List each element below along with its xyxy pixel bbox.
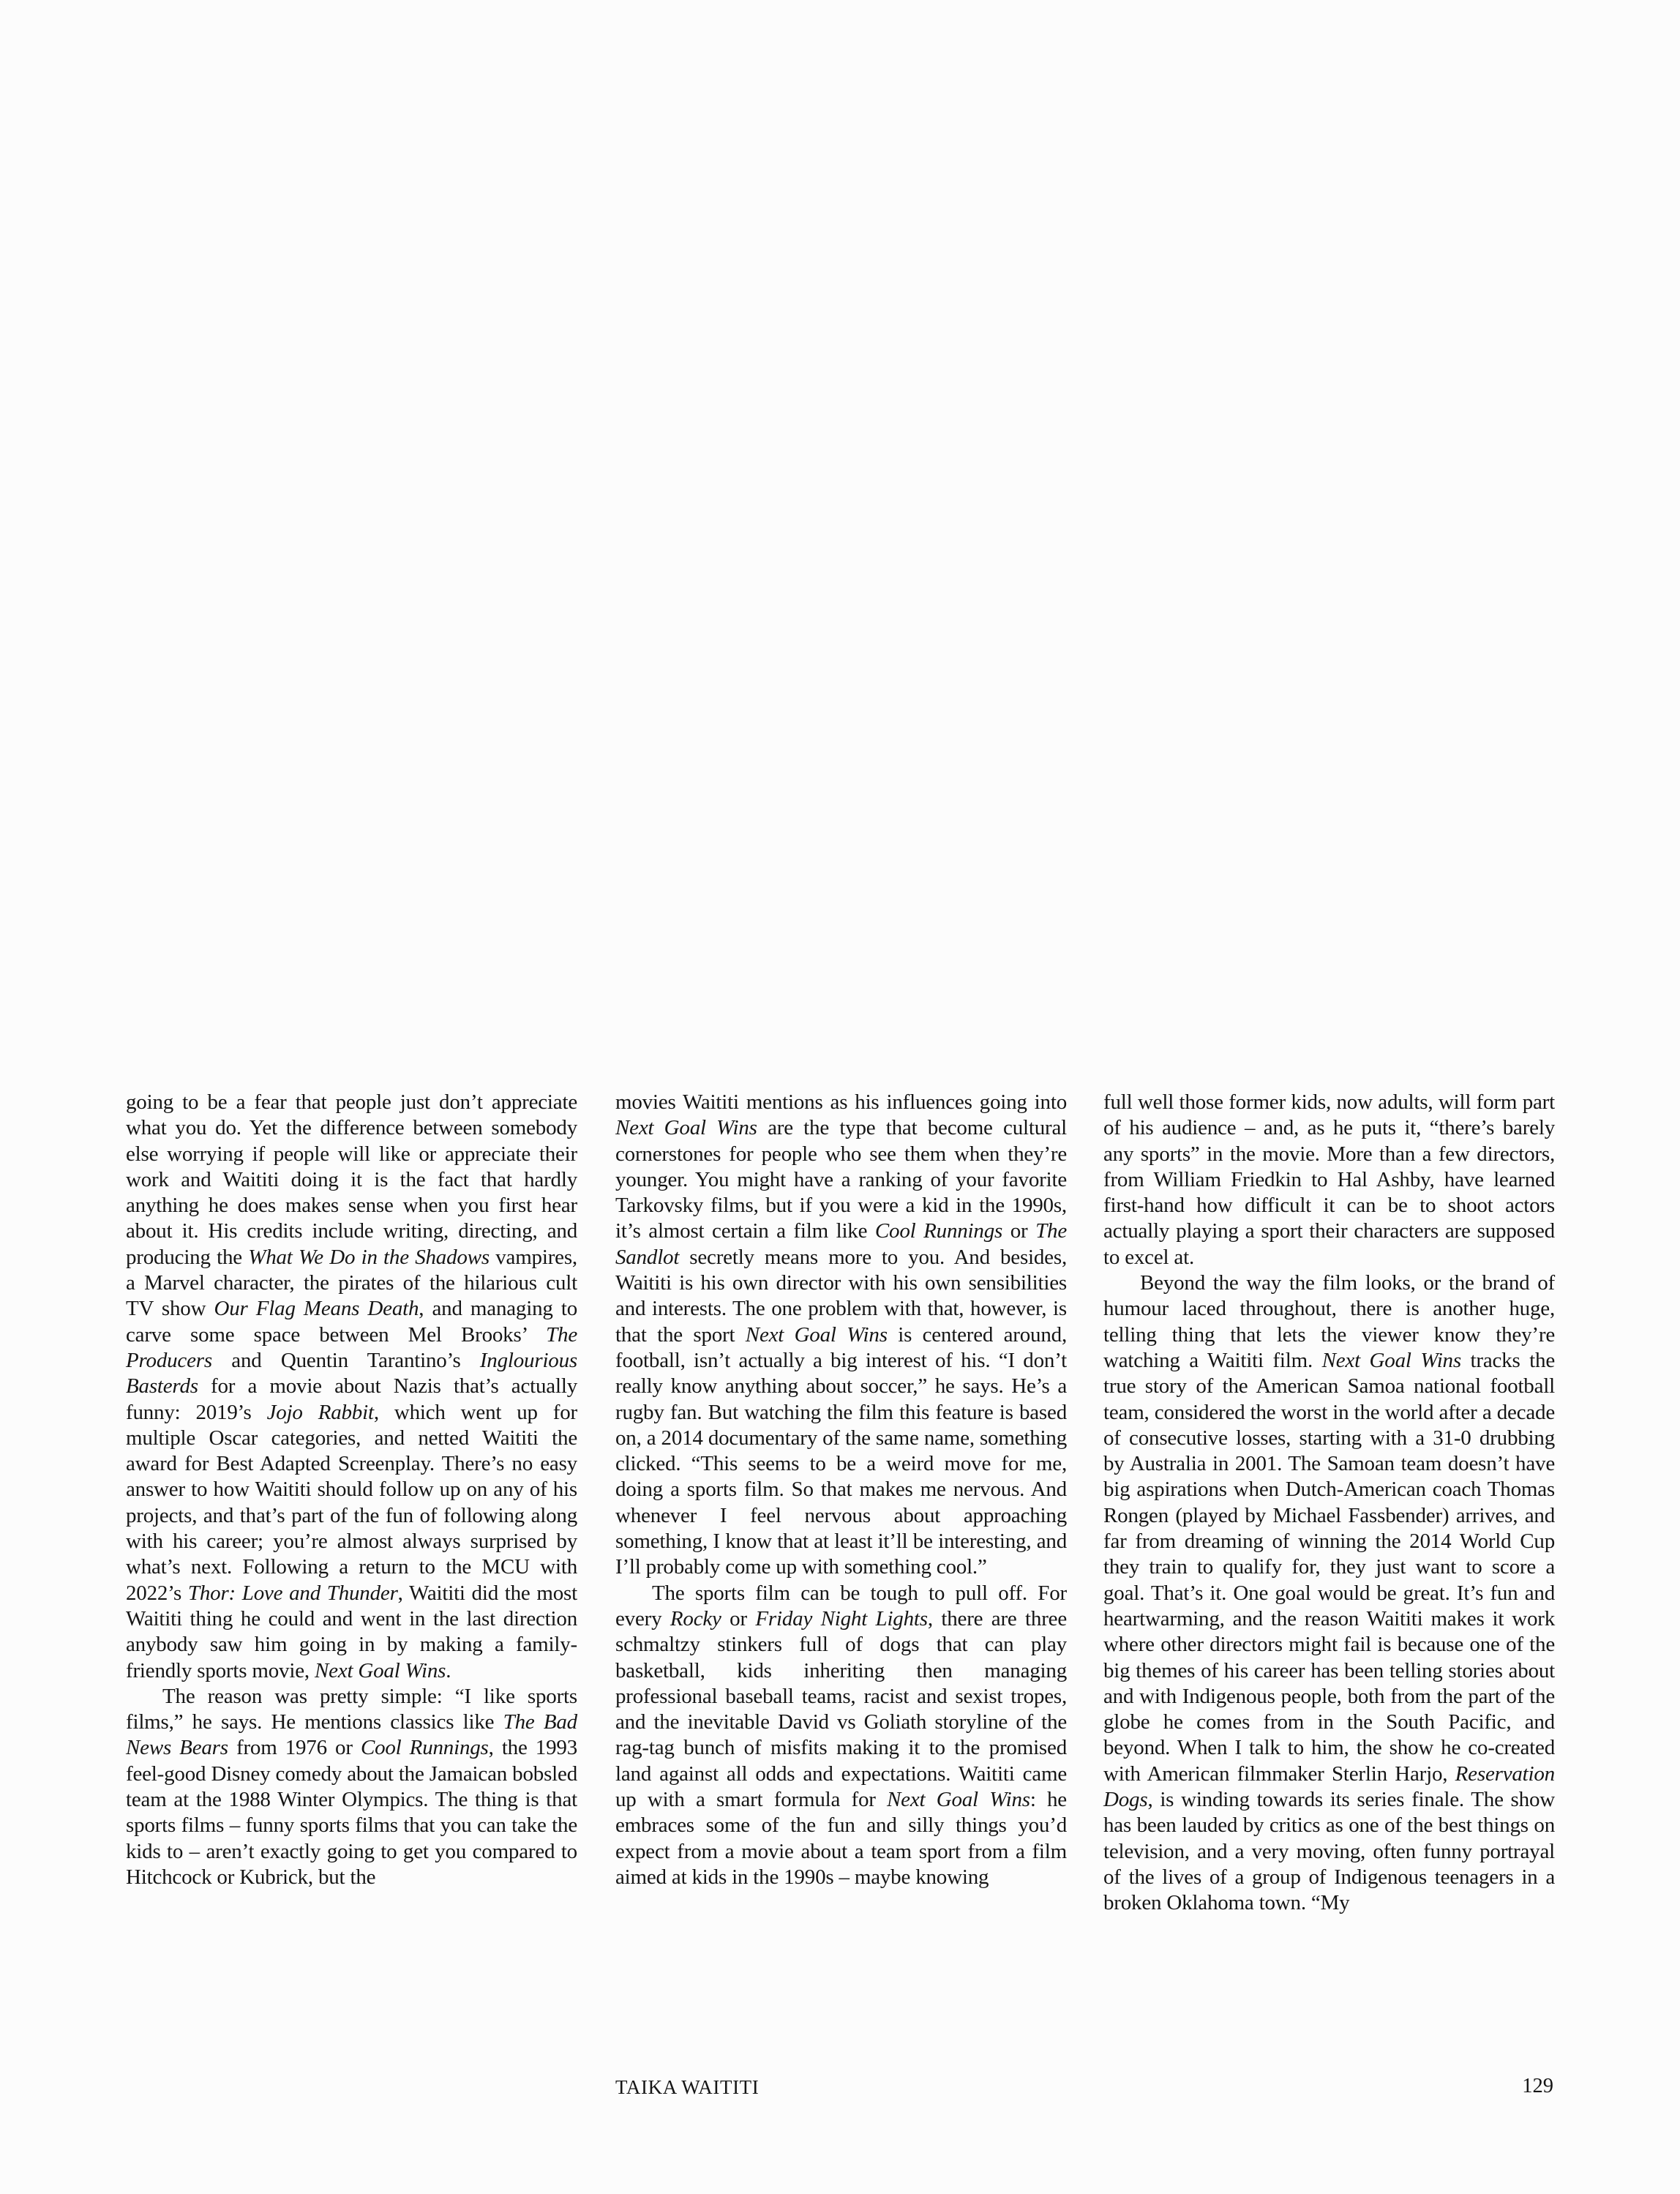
italic-text-segment: The Bad News Bears [126, 1710, 577, 1760]
text-segment: . [446, 1658, 451, 1682]
italic-text-segment: The Sandlot [615, 1219, 1068, 1269]
italic-text-segment: Cool Runnings [360, 1736, 489, 1760]
italic-text-segment: What We Do in the Shadows [248, 1245, 490, 1269]
text-segment: is centered around, football, isn’t actually a big interest of his. “I don’t really know anything about soccer,” he says. He’s a rugby fan. But watching the film this feature is based on, a 2014 documentary of the same name, something clicked. “This seems to be a weird move for me, doing a sports film. So that makes me nervous. And whenever I feel nervous about approaching something, I know that at least it’ll be interesting, and I’ll probably come up with something cool.” [615, 1322, 1067, 1579]
text-segment: The sports film can be tough to pull off. For every [615, 1581, 1067, 1630]
italic-text-segment: Next Goal Wins [615, 1116, 757, 1140]
text-column-3 [1103, 1090, 1555, 1917]
italic-text-segment: Jojo Rabbit [266, 1400, 374, 1424]
italic-text-segment: Next Goal Wins [314, 1658, 446, 1682]
text-column-2 [615, 1090, 1067, 1890]
text-segment: secretly means more to you. And besides, Waititi is his own director with his own sensibilities and interests. The one problem with that, however, is that the sport [615, 1245, 1067, 1347]
paragraph-fragment [615, 1090, 1067, 1581]
text-segment: , is winding towards its series finale. The show has been lauded by critics as one of the best things on television, and a very moving, often funny portrayal of the lives of a group of Indigenous teenagers in a broken Oklahoma town. “My [1103, 1788, 1555, 1915]
text-segment: , which went up for multiple Oscar categories, and netted Waititi the award for Best Adapted Screenplay. There’s no easy answer to how Waititi should follow up on any of his projects, and that’s part of the fun of following along with his career; you’re almost always surprised by what’s next. Following a return to the MCU with 2022’s [126, 1400, 577, 1605]
text-segment: , and managing to carve some space between Mel Brooks’ [126, 1297, 578, 1347]
paragraph-fragment [126, 1090, 577, 1684]
italic-text-segment: Cool Runnings [874, 1219, 1003, 1243]
italic-text-segment: Thor: Love and Thunder [187, 1581, 398, 1605]
page-number: 129 [1522, 2075, 1553, 2097]
text-segment: vampires, a Marvel character, the pirates of the hilarious cult TV show [126, 1245, 577, 1321]
italic-text-segment: Friday Night Lights [755, 1606, 928, 1630]
text-segment: movies Waititi mentions as his influences going into [615, 1090, 1067, 1114]
text-segment: Beyond the way the film looks, or the brand of humour laced throughout, there is another huge, telling thing that lets the viewer know they’re watching a Waititi film. [1103, 1271, 1555, 1372]
paragraph-fragment [126, 1684, 577, 1890]
italic-text-segment: Next Goal Wins [745, 1322, 888, 1347]
italic-text-segment: Our Flag Means Death [214, 1297, 419, 1321]
text-segment: , there are three schmaltzy stinkers full of dogs that can play basketball, kids inheriting then managing professional baseball teams, racist and sexist tropes, and the inevitable David vs Goliath storyline of the rag-tag bunch of misfits making it to the promised land against all odds and expectations. Waititi came up with a smart formula for [615, 1606, 1068, 1812]
italic-text-segment: Next Goal Wins [1321, 1348, 1461, 1372]
text-segment: from 1976 or [228, 1736, 361, 1760]
italic-text-segment: Rocky [670, 1606, 721, 1630]
text-segment: : he embraces some of the fun and silly things you’d expect from a movie about a team sport from a film aimed at kids in the 1990s – maybe knowing [615, 1788, 1067, 1889]
paragraph-fragment [615, 1581, 1067, 1891]
paragraph-fragment [1103, 1090, 1555, 1270]
text-segment: , the 1993 feel-good Disney comedy about the Jamaican bobsled team at the 1988 Winter Olympics. The thing is that sports films – funny sports films that you can take the kids to – aren’t exactly going to get you compared to Hitchcock or Kubrick, but the [126, 1736, 577, 1889]
text-segment: for a movie about Nazis that’s actually funny: 2019’s [126, 1374, 577, 1424]
text-segment: or [721, 1606, 756, 1630]
italic-text-segment: The Producers [126, 1322, 577, 1372]
text-column-1 [126, 1090, 577, 1890]
italic-text-segment: Inglourious Basterds [126, 1348, 577, 1399]
text-segment: tracks the true story of the American Samoa national football team, considered the worst in the world after a decade of consecutive losses, starting with a 31-0 drubbing by Australia in 2001. The Samoan team doesn’t have big aspirations when Dutch-American coach Thomas Rongen (played by Michael Fassbender) arrives, and far from dreaming of winning the 2014 World Cup they train to qualify for, they just want to score a goal. That’s it. One goal would be great. It’s fun and heartwarming, and the reason Waititi makes it work where other directors might fail is because one of the big themes of his career has been telling stories about and with Indigenous people, both from the part of the globe he comes from in the South Pacific, and beyond. When I talk to him, the show he co-created with American filmmaker Sterlin Harjo, [1103, 1348, 1555, 1786]
italic-text-segment: Next Goal Wins [887, 1788, 1030, 1812]
text-segment: or [1002, 1219, 1036, 1243]
text-segment: and Quentin Tarantino’s [211, 1348, 480, 1372]
paragraph-fragment [1103, 1270, 1555, 1916]
italic-text-segment: Reservation Dogs [1103, 1761, 1555, 1812]
text-segment: going to be a fear that people just don’t appreciate what you do. Yet the difference between somebody else worrying if people will like or appreciate their work and Waititi doing it is the fact that hardly anything he does makes sense when you first hear about it. His credits include writing, directing, and producing the [126, 1090, 577, 1269]
footer-article-title: TAIKA WAITITI [615, 2076, 760, 2098]
text-segment: are the type that become cultural cornerstones for people who see them when they’re younger. You might have a ranking of your favorite Tarkovsky films, but if you were a kid in the 1990s, it’s almost certain a film like [615, 1116, 1067, 1243]
text-segment: full well those former kids, now adults, will form part of his audience – and, as he puts it, “there’s barely any sports” in the movie. More than a few directors, from William Friedkin to Hal Ashby, have learned first-hand how difficult it can be to shoot actors actually playing a sport their characters are supposed to excel at. [1103, 1090, 1555, 1269]
text-segment: The reason was pretty simple: “I like sports films,” he says. He mentions classics like [126, 1684, 577, 1734]
text-segment: , Waititi did the most Waititi thing he could and went in the last direction anybody saw him going in by making a family-friendly sports movie, [126, 1581, 577, 1682]
